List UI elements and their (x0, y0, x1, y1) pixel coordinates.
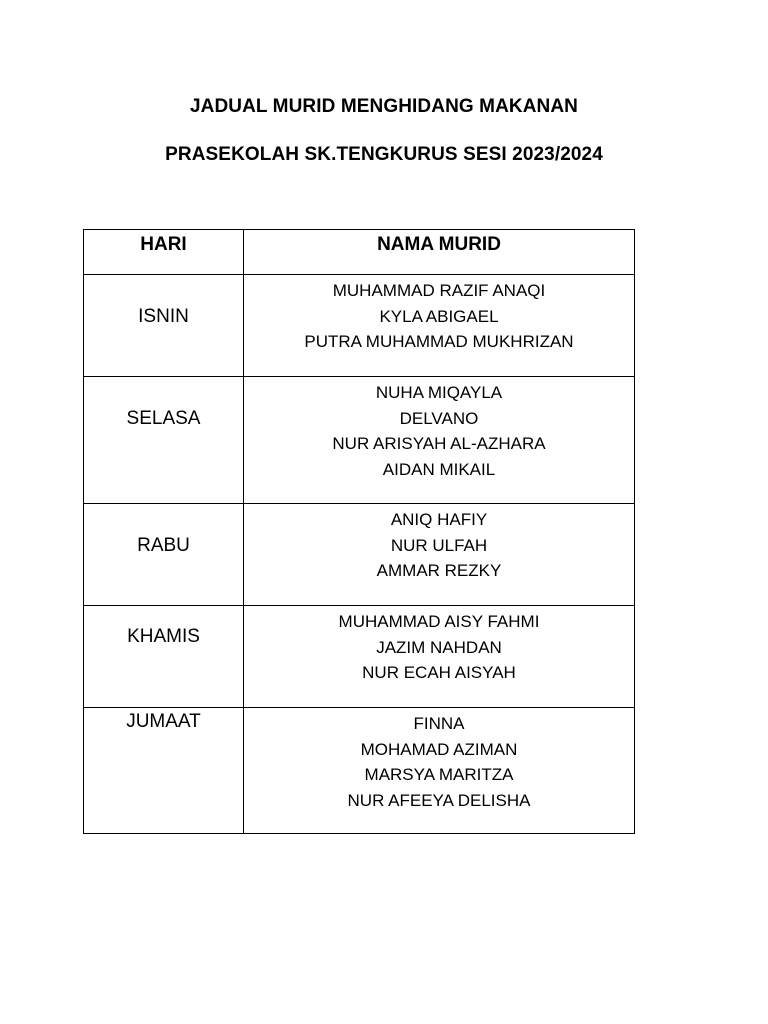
student-name: PUTRA MUHAMMAD MUKHRIZAN (304, 332, 574, 351)
student-name: ANIQ HAFIY (390, 510, 488, 529)
day-label: JUMAAT (126, 711, 201, 732)
serving-schedule-table (83, 229, 635, 834)
student-name: NUR ECAH AISYAH (362, 663, 516, 682)
table-row (84, 708, 635, 834)
names-cell (244, 708, 635, 834)
table-row (84, 377, 635, 504)
day-cell (84, 275, 244, 377)
student-name: NUR AFEEYA DELISHA (347, 790, 531, 810)
table-header-row (84, 230, 635, 275)
table-row (84, 606, 635, 708)
table-row (84, 275, 635, 377)
student-name: KYLA ABIGAEL (379, 306, 499, 326)
student-name: DELVANO (399, 408, 479, 428)
header-names: NAMA MURID (244, 230, 635, 275)
student-name: AMMAR REZKY (376, 561, 502, 580)
table-body (84, 275, 635, 834)
day-label: SELASA (126, 408, 201, 429)
names-cell (244, 504, 635, 606)
student-name: FINNA (413, 714, 465, 733)
document-title: JADUAL MURID MENGHIDANG MAKANAN (189, 96, 579, 117)
names-cell (244, 377, 635, 504)
day-cell (84, 377, 244, 504)
day-cell (84, 606, 244, 708)
student-name: MARSYA MARITZA (364, 765, 514, 784)
names-cell (244, 606, 635, 708)
student-name: NUR ULFAH (390, 535, 488, 555)
day-label: ISNIN (138, 306, 189, 327)
student-name: MOHAMAD AZIMAN (360, 739, 518, 759)
header-day: HARI (84, 230, 244, 275)
student-name: JAZIM NAHDAN (376, 637, 502, 657)
day-cell (84, 504, 244, 606)
day-cell (84, 708, 244, 834)
student-name: MUHAMMAD AISY FAHMI (338, 612, 540, 631)
student-name: NUHA MIQAYLA (375, 383, 503, 402)
student-name: AIDAN MIKAIL (382, 459, 496, 479)
table-row (84, 504, 635, 606)
day-label: KHAMIS (127, 626, 200, 647)
document-subtitle: PRASEKOLAH SK.TENGKURUS SESI 2023/2024 (165, 144, 603, 165)
student-name: MUHAMMAD RAZIF ANAQI (332, 281, 546, 300)
day-label: RABU (137, 535, 190, 556)
names-cell (244, 275, 635, 377)
student-name: NUR ARISYAH AL-AZHARA (332, 434, 546, 453)
